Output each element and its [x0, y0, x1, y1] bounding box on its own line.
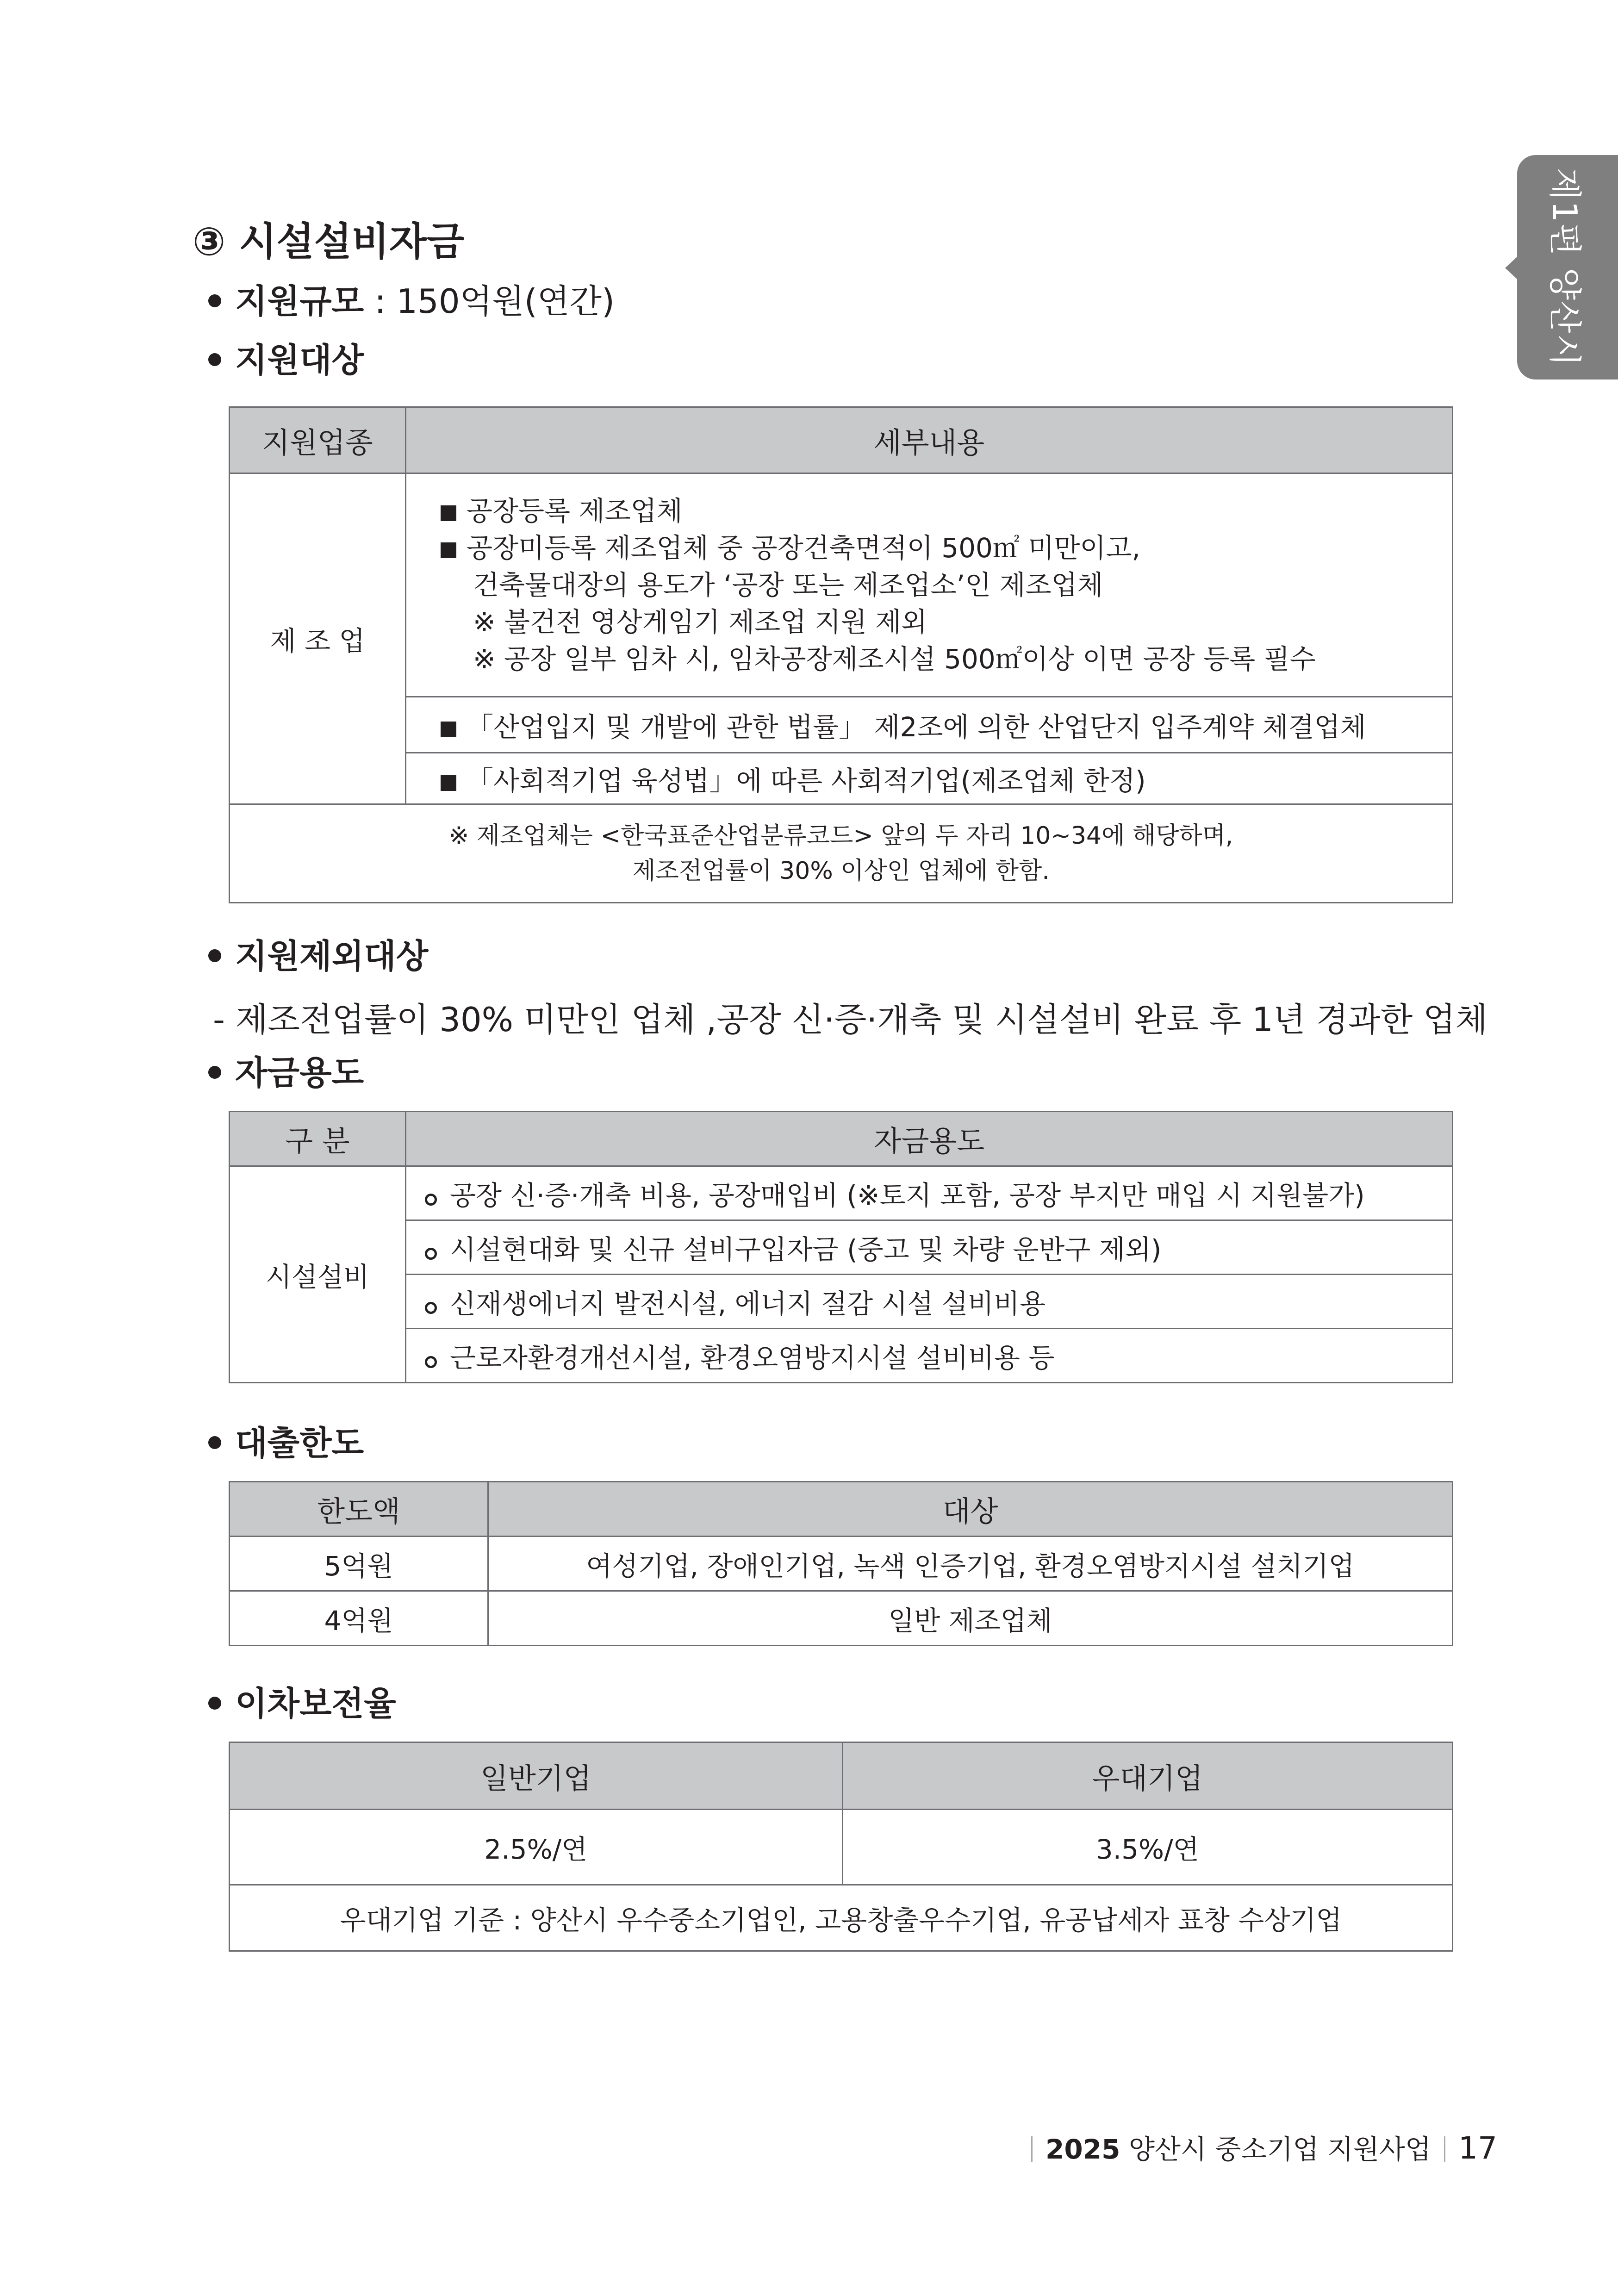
- chapter-side-tab-label: 제1편 양산시: [1545, 168, 1584, 367]
- circle-bullet-icon: [425, 1194, 437, 1206]
- table-row: [230, 1810, 1453, 1885]
- table-row: [230, 1220, 1453, 1275]
- detail-cell: 「사회적기업 육성법」에 따른 사회적기업(제조업체 한정): [406, 753, 1453, 804]
- table-header-row: [230, 407, 1453, 473]
- limit-target: 여성기업, 장애인기업, 녹색 인증기업, 환경오염방지시설 설치기업: [488, 1537, 1453, 1591]
- interest-table: [229, 1742, 1453, 1952]
- fund-use-item: 신재생에너지 발전시설, 에너지 절감 시설 설비비용: [406, 1275, 1453, 1329]
- table-row: [230, 473, 1453, 697]
- preferred-rate: 3.5%/연: [842, 1810, 1453, 1885]
- table-header-row: [230, 1742, 1453, 1810]
- circle-bullet-icon: [425, 1302, 437, 1314]
- exclusion-bullet: [208, 937, 429, 976]
- header-industry: 지원업종: [230, 407, 406, 473]
- bullet-dot-icon: [208, 294, 221, 307]
- support-target-label: 지원대상: [235, 341, 364, 380]
- exclusion-note: ※ 불건전 영상게임기 제조업 지원 제외: [473, 606, 927, 638]
- fund-use-item: 시설현대화 및 신규 설비구입자금 (중고 및 차량 운반구 제외): [406, 1220, 1453, 1275]
- table-note: ※ 제조업체는 <한국표준산업분류코드> 앞의 두 자리 10~34에 해당하며, 제조전업률이 30% 이상인 업체에 한함.: [230, 804, 1453, 903]
- table-row: [230, 1329, 1453, 1383]
- table-row: [230, 1275, 1453, 1329]
- category-cell: 시설설비: [230, 1166, 406, 1383]
- bullet-dot-icon: [208, 353, 221, 366]
- support-scale-value: : 150억원(연간): [364, 282, 615, 321]
- table-header-row: [230, 1482, 1453, 1537]
- bullet-dot-icon: [208, 1436, 221, 1449]
- footer-year: 2025: [1045, 2134, 1120, 2165]
- support-target-bullet: [208, 341, 364, 380]
- detail-cell: [406, 473, 1453, 697]
- table-header-row: [230, 1112, 1453, 1166]
- footer-divider: [1444, 2136, 1445, 2162]
- list-item: 공장등록 제조업체: [441, 492, 1452, 529]
- support-scale-bullet: [208, 282, 615, 321]
- page-footer: [1018, 2128, 1498, 2166]
- bullet-dot-icon: [208, 949, 221, 962]
- table-row: [230, 753, 1453, 804]
- industry-cell: 제 조 업: [230, 473, 406, 804]
- detail-cell: 「산업입지 및 개발에 관한 법률」 제2조에 의한 산업단지 입주계약 체결업체: [406, 697, 1453, 753]
- loan-limit-bullet: [208, 1426, 364, 1460]
- lease-note: ※ 공장 일부 임차 시, 임차공장제조시설 500㎡이상 이면 공장 등록 필수: [473, 643, 1316, 675]
- square-bullet-icon: [441, 542, 456, 558]
- table-row: [230, 1591, 1453, 1646]
- circle-bullet-icon: [425, 1248, 437, 1260]
- table-row: [230, 1537, 1453, 1591]
- general-rate: 2.5%/연: [230, 1810, 843, 1885]
- footer-title: 양산시 중소기업 지원사업: [1128, 2134, 1431, 2165]
- header-preferred: 우대기업: [842, 1742, 1453, 1810]
- table-row: [230, 1166, 1453, 1220]
- section-title: ③ 시설설비자금: [193, 219, 465, 264]
- header-fund-use: 자금용도: [406, 1112, 1453, 1166]
- limit-amount: 5억원: [230, 1537, 488, 1591]
- header-target: 대상: [488, 1482, 1453, 1537]
- interest-bullet: [208, 1684, 396, 1723]
- interest-label: 이차보전율: [235, 1684, 396, 1723]
- square-bullet-icon: [441, 722, 456, 737]
- header-details: 세부내용: [406, 407, 1453, 473]
- bullet-dot-icon: [208, 1066, 221, 1079]
- exclusion-label: 지원제외대상: [235, 937, 429, 976]
- exclusion-text: - 제조전업률이 30% 미만인 업체 ,공장 신·증·개축 및 시설설비 완료 후 1년 경과한 업체: [213, 1000, 1488, 1039]
- bullet-dot-icon: [208, 1697, 221, 1710]
- preferred-criteria: 우대기업 기준 : 양산시 우수중소기업인, 고용창출우수기업, 유공납세자 표창 수상기업: [230, 1885, 1453, 1951]
- chapter-side-tab: [1517, 155, 1618, 380]
- table-note-row: [230, 804, 1453, 903]
- page-number: 17: [1458, 2130, 1498, 2166]
- footer-divider: [1031, 2136, 1033, 2162]
- fund-use-bullet: [208, 1053, 364, 1092]
- limit-target: 일반 제조업체: [488, 1591, 1453, 1646]
- limit-amount: 4억원: [230, 1591, 488, 1646]
- header-general: 일반기업: [230, 1742, 843, 1810]
- list-item-continued: 건축물대장의 용도가 ‘공장 또는 제조업소’인 제조업체: [473, 569, 1103, 601]
- header-category: 구 분: [230, 1112, 406, 1166]
- header-limit: 한도액: [230, 1482, 488, 1537]
- fund-use-item: 근로자환경개선시설, 환경오염방지시설 설비비용 등: [406, 1329, 1453, 1383]
- fund-use-table: [229, 1111, 1453, 1383]
- list-item: 공장미등록 제조업체 중 공장건축면적이 500㎡ 미만이고,: [441, 529, 1452, 566]
- table-row: [230, 697, 1453, 753]
- support-target-table: [229, 406, 1453, 903]
- square-bullet-icon: [441, 505, 456, 521]
- loan-limit-table: [229, 1481, 1453, 1646]
- loan-limit-label: 대출한도: [235, 1424, 364, 1462]
- circle-bullet-icon: [425, 1356, 437, 1368]
- fund-use-item: 공장 신·증·개축 비용, 공장매입비 (※토지 포함, 공장 부지만 매입 시 지원불가): [406, 1166, 1453, 1220]
- support-scale-label: 지원규모: [235, 282, 364, 321]
- table-note-row: [230, 1885, 1453, 1951]
- fund-use-label: 자금용도: [235, 1053, 364, 1092]
- square-bullet-icon: [441, 775, 456, 791]
